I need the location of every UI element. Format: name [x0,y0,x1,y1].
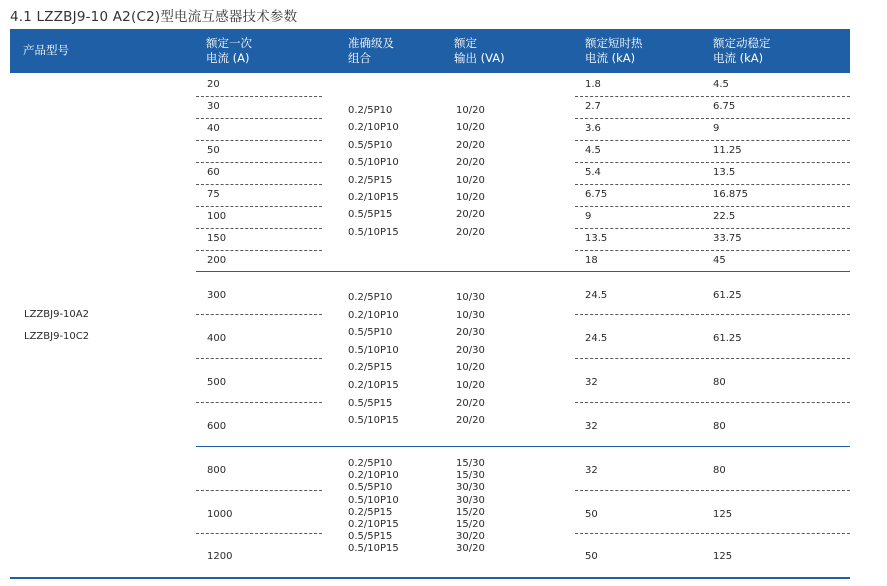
row-divider [575,206,850,207]
dynamic-current-cell: 45 [713,255,726,266]
rated-current-cell: 40 [207,123,220,134]
rated-output-cell: 15/30 [456,470,485,482]
rated-current-cell: 20 [207,79,220,90]
row-divider [196,314,322,315]
model-name: LZZBJ9-10C2 [24,331,90,342]
row-divider [575,96,850,97]
thermal-current-cell: 50 [585,551,598,562]
header-accuracy-line2: 组合 [348,51,371,65]
rated-current-cell: 1200 [207,551,233,562]
accuracy-class-cell: 0.5/10P10 [348,344,399,356]
thermal-current-cell: 5.4 [585,167,601,178]
header-dynamic-line2: 电流 (kA) [713,51,764,65]
accuracy-class-cell: 0.5/10P10 [348,494,399,506]
thermal-current-cell: 2.7 [585,101,601,112]
row-divider [196,490,322,491]
dynamic-current-cell: 9 [713,123,720,134]
rated-current-cell: 30 [207,101,220,112]
accuracy-class-cell: 0.5/10P10 [348,157,399,169]
header-output-line2: 输出 (VA) [454,51,505,65]
rated-output-cell: 20/20 [456,415,485,427]
dynamic-current-cell: 61.25 [713,333,742,344]
thermal-current-cell: 24.5 [585,290,608,301]
row-divider [575,184,850,185]
rated-output-cell: 20/20 [456,139,485,151]
accuracy-class-cell: 0.5/5P15 [348,209,393,221]
accuracy-class-cell: 0.2/5P15 [348,174,393,186]
row-divider [196,140,322,141]
rated-output-cell: 30/20 [456,531,485,543]
rated-current-cell: 200 [207,255,227,266]
accuracy-class-cell: 0.2/10P10 [348,309,399,321]
rated-output-cell: 15/20 [456,506,485,518]
accuracy-class-cell: 0.2/5P15 [348,362,393,374]
thermal-current-cell: 3.6 [585,123,601,134]
rated-output-cell: 10/20 [456,380,485,391]
dynamic-current-cell: 22.5 [713,211,736,222]
accuracy-class-cell: 0.2/5P10 [348,105,393,116]
dynamic-current-cell: 80 [713,377,726,388]
dynamic-current-cell: 13.5 [713,167,736,178]
rated-output-cell: 15/20 [456,519,485,530]
rated-output-cell: 10/20 [456,362,485,374]
dynamic-current-cell: 4.5 [713,79,729,90]
header-output-line1: 额定 [454,36,477,50]
group-divider [196,446,850,447]
row-divider [575,140,850,141]
accuracy-class-cell: 0.5/5P15 [348,397,393,409]
row-divider [196,533,322,534]
accuracy-class-cell: 0.5/5P10 [348,139,393,151]
thermal-current-cell: 1.8 [585,79,601,90]
dynamic-current-cell: 125 [713,509,733,520]
rated-output-cell: 10/20 [456,105,485,116]
thermal-current-cell: 6.75 [585,189,608,200]
thermal-current-cell: 4.5 [585,145,601,156]
accuracy-class-cell: 0.2/10P15 [348,519,399,530]
row-divider [196,184,322,185]
group-divider [196,271,850,272]
row-divider [575,402,850,403]
rated-current-cell: 500 [207,377,227,388]
dynamic-current-cell: 16.875 [713,189,748,200]
dynamic-current-cell: 11.25 [713,145,742,156]
dynamic-current-cell: 80 [713,465,726,476]
row-divider [196,162,322,163]
rated-output-cell: 30/20 [456,543,485,555]
thermal-current-cell: 32 [585,465,598,476]
page-title: 4.1 LZZBJ9-10 A2(C2)型电流互感器技术参数 [10,9,298,25]
header-rated-current-line1: 额定一次 [206,36,252,50]
rated-output-cell: 10/20 [456,174,485,186]
row-divider [196,228,322,229]
header-accuracy-line1: 准确级及 [348,36,394,50]
rated-current-cell: 300 [207,290,227,301]
header-short-time-line1: 额定短时热 [585,36,643,50]
rated-output-cell: 10/20 [456,192,485,203]
thermal-current-cell: 24.5 [585,333,608,344]
row-divider [575,314,850,315]
accuracy-class-cell: 0.5/10P15 [348,415,399,427]
dynamic-current-cell: 61.25 [713,290,742,301]
rated-output-cell: 15/30 [456,458,485,469]
rated-current-cell: 1000 [207,509,233,520]
rated-output-cell: 30/30 [456,494,485,506]
accuracy-class-cell: 0.2/5P10 [348,458,393,469]
rated-output-cell: 30/30 [456,482,485,494]
header-dynamic-line1: 额定动稳定 [713,36,771,50]
rated-output-cell: 20/30 [456,327,485,339]
row-divider [575,250,850,251]
model-name: LZZBJ9-10A2 [24,309,89,320]
dynamic-current-cell: 33.75 [713,233,742,244]
rated-current-cell: 100 [207,211,227,222]
rated-output-cell: 10/20 [456,122,485,134]
row-divider [575,162,850,163]
thermal-current-cell: 50 [585,509,598,520]
rated-output-cell: 20/20 [456,157,485,169]
accuracy-class-cell: 0.2/5P15 [348,506,393,518]
row-divider [575,490,850,491]
dynamic-current-cell: 80 [713,421,726,432]
rated-output-cell: 10/30 [456,309,485,321]
row-divider [196,250,322,251]
row-divider [196,96,322,97]
row-divider [196,118,322,119]
rated-output-cell: 20/20 [456,209,485,221]
thermal-current-cell: 32 [585,377,598,388]
rated-output-cell: 10/30 [456,292,485,303]
header-rated-current-line2: 电流 (A) [206,51,250,65]
thermal-current-cell: 13.5 [585,233,608,244]
row-divider [575,228,850,229]
accuracy-class-cell: 0.5/5P10 [348,327,393,339]
accuracy-class-cell: 0.5/10P15 [348,543,399,555]
accuracy-class-cell: 0.2/10P10 [348,470,399,482]
rated-output-cell: 20/20 [456,397,485,409]
thermal-current-cell: 9 [585,211,592,222]
row-divider [575,358,850,359]
rated-current-cell: 600 [207,421,227,432]
row-divider [575,118,850,119]
rated-current-cell: 150 [207,233,227,244]
row-divider [575,533,850,534]
rated-output-cell: 20/30 [456,344,485,356]
accuracy-class-cell: 0.5/5P10 [348,482,393,494]
accuracy-class-cell: 0.2/10P15 [348,380,399,391]
accuracy-class-cell: 0.2/5P10 [348,292,393,303]
accuracy-class-cell: 0.2/10P15 [348,192,399,203]
table-bottom-border [10,577,850,579]
thermal-current-cell: 18 [585,255,598,266]
row-divider [196,402,322,403]
rated-current-cell: 60 [207,167,220,178]
header-short-time-line2: 电流 (kA) [585,51,636,65]
rated-output-cell: 20/20 [456,226,485,238]
rated-current-cell: 50 [207,145,220,156]
accuracy-class-cell: 0.2/10P10 [348,122,399,134]
dynamic-current-cell: 125 [713,551,733,562]
rated-current-cell: 75 [207,189,220,200]
accuracy-class-cell: 0.5/5P15 [348,531,393,543]
row-divider [196,358,322,359]
thermal-current-cell: 32 [585,421,598,432]
accuracy-class-cell: 0.5/10P15 [348,226,399,238]
dynamic-current-cell: 6.75 [713,101,736,112]
header-model: 产品型号 [23,43,69,57]
row-divider [196,206,322,207]
rated-current-cell: 400 [207,333,227,344]
rated-current-cell: 800 [207,465,227,476]
